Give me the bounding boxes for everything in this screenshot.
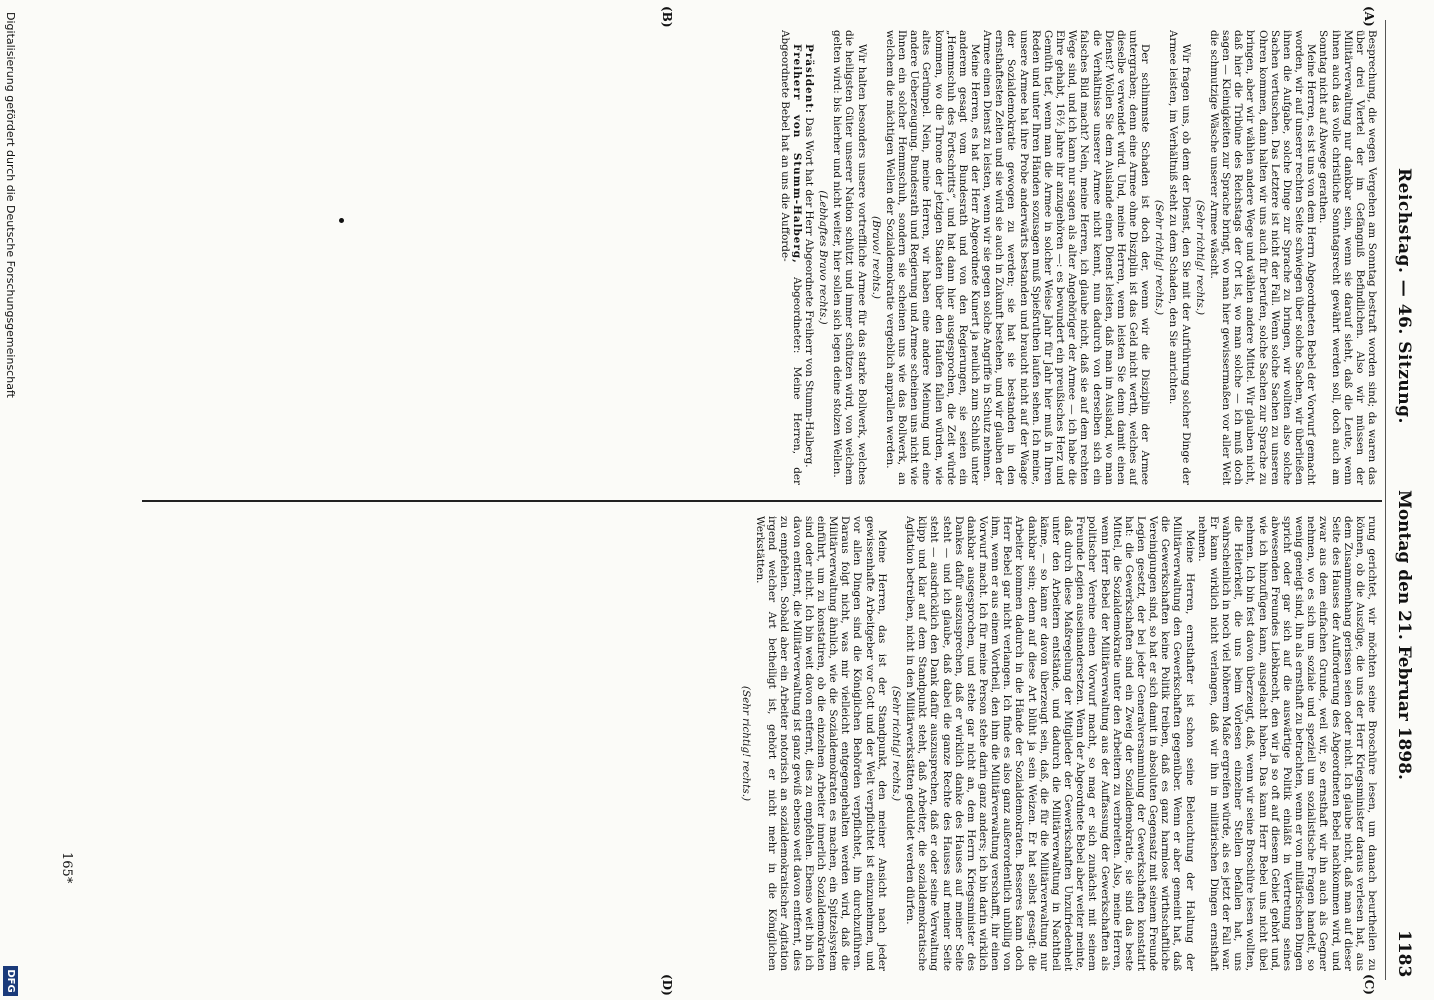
paragraph: Meine Herren, ernsthafter ist schon seine Beleuchtung der Haltung der Militärverwaltung den Gewerkschaften gegenüber. Wenn er aber gemeint hat, daß die Gewerkschaften keine Politik treiben, daß es ganz harmlose wirthschaftliche Vereinigungen sind, so hat er sich damit in absoluten Gegensatz mit seinem Freunde Legien gesetzt, der bei jeder Generalversammlung der Gewerkschaften konstatirt hat: die Gewerkschaften sind ein Zweig der Sozialdemokratie, sie sind das beste Mittel, die Sozialdemokratie unter den Arbeitern zu verbreiten. Also, meine Herren, wenn Herr Bebel der Militärverwaltung aus der Auffassung der Gewerkschaften als politischer Vereine einen Vorwurf macht, so mag er sich zunächst mit seinem Freunde Legien auseinandersetzen. Wenn der Abgeordnete Bebel aber weiter meinte, daß durch diese Maßregelung der Mitglieder der Gewerkschaften Unzufriedenheit unter den Arbeitern entstände, und dadurch die Militärverwaltung in Nachtheil käme, — so kann er davon überzeugt sein, daß, die für die Militärverwaltung nur dankbar sein; denn auf diese Art blüht ja sein Weizen. Er hat selbst gesagt: die Arbeiter kommen dadurch in die Hände der Sozialdemokraten. Besseres kann doch Herr Bebel gar nicht verlangen. Ich finde es also ganz außerordentlich unbillig von ihm, wenn er aus einem Vortheil, den ihm die Militärverwaltung verschafft, ihr einen Vorwurf macht. Ich für meine Person stehe darin ganz anders; ich bin darin wirklich dankbar ausgesprochen, und stehe gar nicht an, dem Herrn Kriegsminister des Dankes dafür auszusprechen, daß er wirklich danke des Hauses auf meiner Seite steht — und ich glaube, daß dabei die ganze Rechte des Hauses auf meiner Seite steht — ausdrücklich den Dank dafür auszusprechen, daß er oder seine Verwaltung klipp und klar auf dem Standpunkt steht, daß Arbeiter, die sozialdemokratische Agitation betreiben, nicht in den Militärwerkstätten geduldet werden dürfen. <box>904 516 1196 971</box>
interjection: (Sehr richtig! rechts.) <box>740 685 753 802</box>
digitization-credit <box>0 0 20 1000</box>
paragraph: Meine Herren, es hat der Herr Abgeordnete Kunert ja neulich zum Schluß unter anderem gesagt vom Bundesrath und von den Regierungen, sie seien ein „Hemmschuh des Fortschritts“, und hat dann hier ausgesprochen, die Zeit würde kommen, wo die Throne der jetzigen Staaten über den Haufen fallen würden, wie altes Gerümpel. Nein, meine Herren, wir haben eine andere Meinung und eine andere Ueberzeugung. Bundesrath und Regierung und Armee scheinen uns nicht wie Ihnen ein solcher Hemmschuh, sondern sie scheinen uns wie das Bollwerk, an welchem die mächtigen Wellen der Sozialdemokratie vergeblich anprallen werden. <box>883 30 981 485</box>
left-column <box>48 30 1378 485</box>
speaker-name: Freiherr von Stumm-Halberg, <box>790 44 803 264</box>
paragraph: Wir fragen uns, ob dem der Dienst, den Sie mit der Aufrührung solcher Dinge der Armee leisten, im Verhältniß steht zu dem Schaden, den Sie anrichten. <box>1167 30 1192 485</box>
speaker-text: Das Wort hat der Herr Abgeordnete Freiherr von Stumm-Halberg. <box>802 117 815 468</box>
dfg-logo: DFG <box>3 966 18 996</box>
header-date: Montag den 21. Februar 1898. <box>1394 490 1414 780</box>
margin-letter-b: (B) <box>660 6 674 28</box>
page-number: 1183 <box>1394 930 1414 978</box>
paragraph: Der schlimmste Schaden ist doch der, wenn wir die Disziplin der Armee untergraben; denn eine Armee ohne Disziplin ist das Geld nicht werth, welches auf dieselbe verwendet wird. Und, meine Herren, wenn leisten Sie denn damit einen Dienst? Wollen Sie dem Auslande einen Dienst leisten, daß man im Ausland, wo man die Verhältnisse unserer Armee nicht kennt, nun dadurch von derselben sich ein falsches Bild macht? Nein, meine Herren, ich glaube nicht, daß sie auf dem rechten Wege sind, und ich kann nur sagen als alter Angehöriger der Armee — ich habe die Ehre gehabt, 16½ Jahre ihr anzugehören —: es bewundert ein preußisches Herz und Gemüth tief, wenn man die Armee in solcher Weise Jahr für Jahr hier muß in Ihren Reden und unter Ihren Händen sozusagen muß Spießruthen laufen sehen. Ich meine, unsere Armee hat ihre Probe anderwärts bestanden und braucht nicht auf der Waage der Sozialdemokratie gewogen zu werden; sie hat sie bestanden in den ernsthaftesten Zeiten und sie wird sie auch in Zukunft bestehen, und wir glauben der Armee einen Dienst zu leisten, wenn wir sie gegen solche Angriffe in Schutz nehmen. <box>981 30 1152 485</box>
paragraph: rung gerichtet, wir möchten seine Broschüre lesen, um danach beurtheilen zu können, ob die Auszüge, die uns der Herr Kriegsminister daraus verlesen hat, aus dem Zusammenhang gerissen seien oder nicht. Ich glaube nicht, daß man auf dieser Seite des Hauses der Aufforderung des Abgeordneten Bebel nachkommen wird, und zwar aus dem einfachen Grunde, weil wir, so ernsthaft wir ihn auch als Gegner nehmen, wo es sich um soziale und speziell um sozialistische Fragen handelt, so wenig geneigt sind, ihn als ernsthaft zu betrachten, wenn er von militärischen Dingen spricht oder gar sich auf die auswärtige Politik einläßt in Vertretung seines abwesenden Freundes Liebknecht, den wir ja so oft auf diesem Gebiet gehört und, wie ich hinzufügen kann, ausgelacht haben. Das kann Herr Bebel uns nicht übel nehmen. Ich bin fest davon überzeugt, daß, wenn wir seine Broschüre lesen wollten, die Heiterkeit, die uns beim Vorlesen einzelner Stellen befallen hat, uns wahrscheinlich in noch viel höherem Maße ergreifen würde, als es jetzt der Fall war. Er kann wirklich nicht verlangen, daß wir ihn in militärischen Dingen ernsthaft nehmen. <box>1195 516 1378 971</box>
paragraph: Meine Herren, das ist der Standpunkt, den meiner Ansicht nach jeder gewissenhafte Arbeitgeber vor Gott und der Welt verpflichtet ist einzunehmen, und vor allen Dingen sind die Königlichen Behörden verpflichtet, ihn durchzuführen. Daraus folgt nicht, was mir vielleicht entgegengehalten werden wird, daß die Militärverwaltung ähnlich, wie die Sozialdemokraten es machen, ein Spitzelsystem einführt, um zu konstatiren, ob die einzelnen Arbeiter innerlich Sozialdemokraten sind oder nicht. Ich bin weit davon entfernt, dies zu empfehlen. Ebenso weit bin ich davon entfernt, die Militärverwaltung ist ganz gewiß ebenso weit davon entfernt, dies zu empfehlen. Sobald aber ein Arbeiter notorisch an sozialdemokratischer Agitation irgend welcher Art betheiligt ist, gehört er nicht mehr in die Königlichen Werkstätten. <box>754 516 888 971</box>
interjection: (Sehr richtig! rechts.) <box>1153 199 1166 316</box>
page-mark: 165* <box>59 852 74 884</box>
credit-text: Digitalisierung gefördert durch die Deutsche Forschungsgemeinschaft <box>4 12 17 398</box>
speaker-text: Abgeordneter: Meine Herren, der Abgeordnete Bebel hat an uns die Aufforde- <box>778 30 803 485</box>
paragraph: Besprechung, die wegen Vergehen am Sonntag bestraft worden sind; da waren das über drei Viertel der im Gefängniß Befindlichen. Also wir müssen der Militärverwaltung nur dankbar sein, wenn sie darauf sieht, daß die Leute, wenn ihnen auch das volle christliche Sonntagsrecht gewährt werden soll, doch auch am Sonntag nicht auf Abwege gerathen. <box>1317 30 1378 485</box>
paragraph: Meine Herren, es ist uns von dem Herrn Abgeordneten Bebel der Vorwurf gemacht worden, wir auf unserer rechten Seite schwiegen über solche Sachen, wir überließen ihnen die Aufgabe, solche Dinge zur Sprache zu bringen, wir wollten also solche Sachen vertuschen. Das Letztere ist nicht der Fall. Wenn solche Sachen zu unseren Ohren kommen, dann halten wir uns auch für berufen, solche Sachen zur Sprache zu bringen, aber wir wählen andere Wege und wählen andere Mittel. Wir glauben nicht, daß hier die Tribüne des Reichstags der Ort ist, wo man solche — ich muß doch sagen — Kleinigkeiten zur Sprache bringt, wo man hier gewissermaßen vor aller Welt die schmutzige Wäsche unserer Armee wäscht. <box>1207 30 1318 485</box>
interjection: (Lebhaftes Bravo rechts.) <box>817 190 830 325</box>
interjection: (Bravo! rechts.) <box>869 216 882 299</box>
header-left: Reichstag. — 46. Sitzung. <box>1394 168 1414 424</box>
speaker-name: Präsident: <box>802 44 815 114</box>
right-column <box>48 516 1378 971</box>
margin-letter-a: (A) <box>1362 6 1376 27</box>
page-header <box>1384 20 1424 980</box>
column-divider <box>142 500 1382 502</box>
print-dot <box>339 218 344 223</box>
interjection: (Sehr richtig! rechts.) <box>889 685 902 802</box>
speaker-line <box>779 30 803 485</box>
header-rule <box>1385 20 1386 980</box>
margin-letter-d: (D) <box>660 974 674 996</box>
president-line <box>803 30 815 485</box>
paragraph: Wir halten besonders unsere vortreffliche Armee für das starke Bollwerk, welches die heiligsten Güter unserer Nation schützt und immer schützen wird, von welchem gelten wird: bis hierher und nicht weiter, hier sollen sich legen deine stolzen Wellen. <box>831 30 868 485</box>
margin-letter-c: (C) <box>1362 974 1376 995</box>
interjection: (Sehr richtig! rechts.) <box>1193 199 1206 316</box>
